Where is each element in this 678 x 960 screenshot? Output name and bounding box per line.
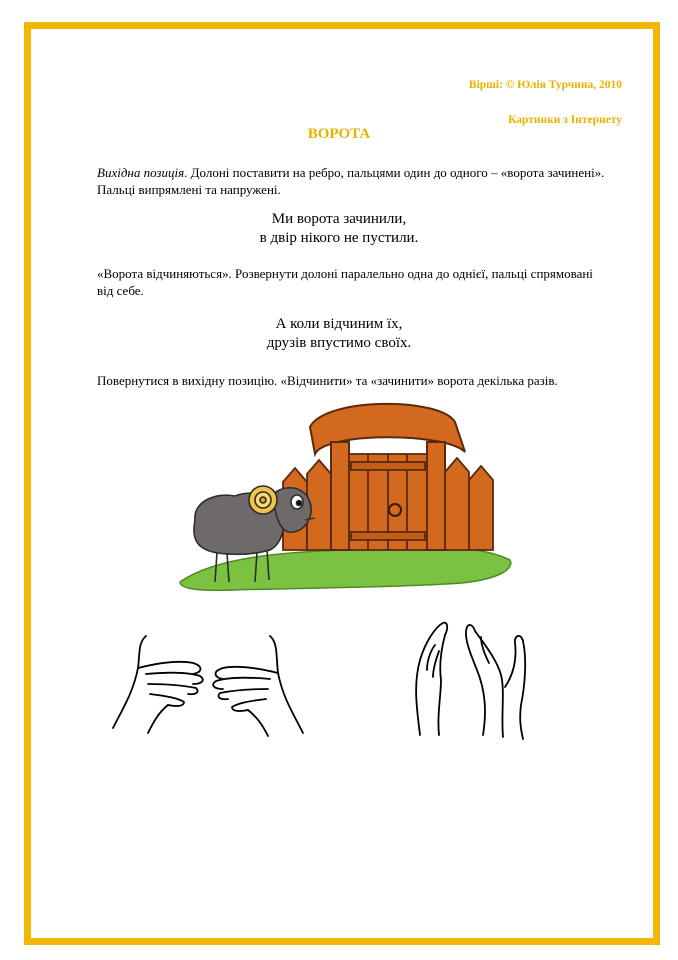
- gate-doors: [349, 454, 427, 550]
- poem-stanza-1: [0, 210, 678, 248]
- fence-right: [445, 458, 493, 550]
- gate-with-ram-illustration: [175, 392, 520, 614]
- starting-position-text: . Долоні поставити на ребро, пальцями один до одного – «ворота зачинені». Пальці випрямлені та напружені.: [97, 165, 605, 197]
- poem-line: А коли відчиним їх,: [275, 316, 403, 332]
- poems-credit: Вірші: © Юлія Турчина, 2010: [468, 79, 622, 91]
- page-title: ВОРОТА: [307, 126, 371, 142]
- gate-post-left: [331, 442, 349, 550]
- poem-line: друзів впустимо своїх.: [266, 335, 412, 351]
- pictures-credit: Картинки з Інтернету: [508, 113, 622, 126]
- hands-open-gate-drawing: [405, 615, 540, 740]
- poem-line: в двір нікого не пустили.: [259, 230, 419, 246]
- gate-opening-paragraph: «Ворота відчиняються». Розвернути долоні паралельно одна до однієї, пальці спрямовані від себе.: [97, 266, 593, 298]
- gate-post-right: [427, 442, 445, 550]
- hands-closed-gate-drawing: [108, 628, 308, 738]
- poem-line: Ми ворота зачинили,: [271, 211, 407, 227]
- repeat-instruction-paragraph: Повернутися в вихідну позицію. «Відчинити» та «зачинити» ворота декілька разів.: [97, 373, 558, 388]
- starting-position-paragraph: [97, 164, 607, 198]
- poem-stanza-2: [0, 315, 678, 353]
- starting-position-label: Вихідна позиція: [97, 165, 185, 180]
- credits: [469, 80, 622, 126]
